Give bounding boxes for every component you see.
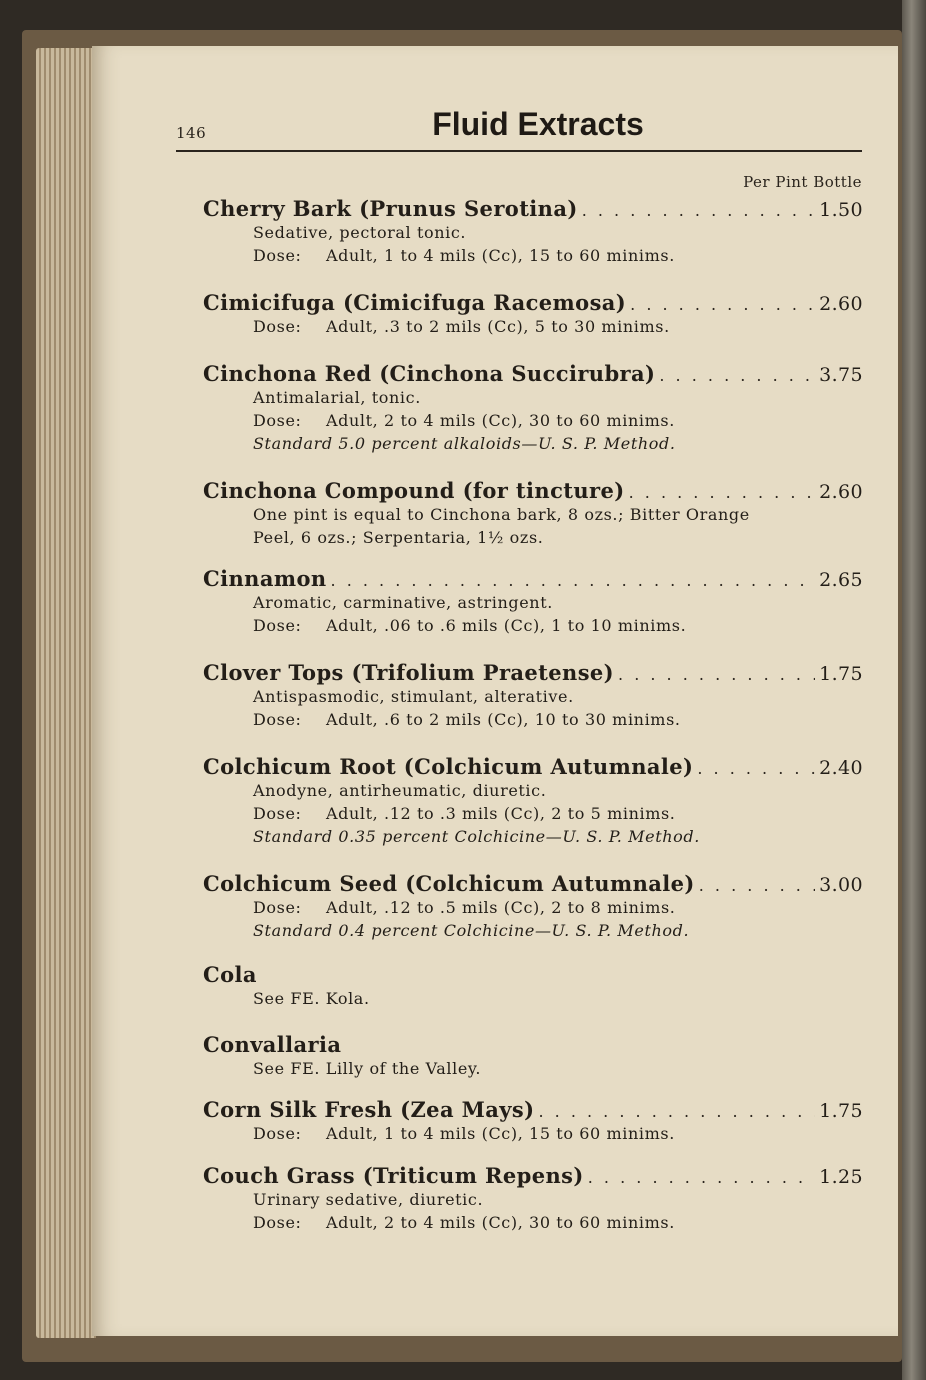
entry-heading: [203, 196, 863, 221]
leader-dots: [538, 1102, 815, 1121]
page-stack-edge: [36, 48, 96, 1338]
entry-description: Antispasmodic, stimulant, alterative.: [253, 687, 574, 706]
entry-dose: [203, 1211, 863, 1234]
entry-description: Aromatic, carminative, astringent.: [253, 593, 553, 612]
entry-cimicifuga: [203, 290, 863, 338]
entry-price: 2.40: [819, 757, 863, 779]
entry-price: 1.75: [819, 1100, 863, 1122]
dose-text: Adult, 2 to 4 mils (Cc), 30 to 60 minims.: [326, 411, 675, 430]
entry-description: Peel, 6 ozs.; Serpentaria, 1½ ozs.: [253, 528, 544, 547]
entry-heading: [203, 754, 863, 779]
entry-cherry-bark: [203, 196, 863, 267]
dose-label: Dose:: [253, 1124, 302, 1143]
entry-cola: [203, 962, 863, 1010]
page-number: 146: [176, 124, 207, 142]
leader-dots: [582, 201, 815, 220]
entry-heading: [203, 566, 863, 591]
entry-name: Cinchona Red (Cinchona Succirubra): [203, 361, 656, 386]
entry-name: Convallaria: [203, 1032, 342, 1057]
entry-heading: [203, 478, 863, 503]
dose-label: Dose:: [253, 411, 302, 430]
entry-standard-note: Standard 0.4 percent Colchicine—U. S. P. Method.: [253, 921, 690, 940]
entry-price: 2.65: [819, 569, 863, 591]
entry-name: Clover Tops (Trifolium Praetense): [203, 660, 615, 685]
leader-dots: [331, 571, 816, 590]
entry-description: Antimalarial, tonic.: [253, 388, 421, 407]
entry-dose: [203, 614, 863, 637]
dose-label: Dose:: [253, 246, 302, 265]
entry-price: 3.75: [819, 364, 863, 386]
entry-name: Cinchona Compound (for tincture): [203, 478, 625, 503]
dose-text: Adult, .12 to .5 mils (Cc), 2 to 8 minims.: [326, 898, 676, 917]
entry-name: Cola: [203, 962, 257, 987]
entry-heading: [203, 1097, 863, 1122]
entry-cinchona-red: [203, 361, 863, 455]
entry-name: Corn Silk Fresh (Zea Mays): [203, 1097, 535, 1122]
entry-description: Anodyne, antirheumatic, diuretic.: [253, 781, 547, 800]
entry-price: 1.50: [819, 199, 863, 221]
dose-text: Adult, .06 to .6 mils (Cc), 1 to 10 minims.: [326, 616, 687, 635]
leader-dots: [618, 665, 815, 684]
entry-price: 2.60: [819, 481, 863, 503]
leader-dots: [629, 483, 816, 502]
entry-price: 1.75: [819, 663, 863, 685]
entry-name: Cherry Bark (Prunus Serotina): [203, 196, 578, 221]
entry-colchicum-seed: [203, 871, 863, 942]
entry-name: Couch Grass (Triticum Repens): [203, 1163, 584, 1188]
entry-cross-reference: See FE. Lilly of the Valley.: [253, 1059, 482, 1078]
leader-dots: [697, 759, 815, 778]
entry-colchicum-root: [203, 754, 863, 848]
dose-label: Dose:: [253, 710, 302, 729]
entry-heading: [203, 361, 863, 386]
dose-text: Adult, 1 to 4 mils (Cc), 15 to 60 minims.: [326, 246, 675, 265]
entry-heading: [203, 962, 863, 987]
title-rule: [176, 150, 862, 152]
entry-price: 1.25: [819, 1166, 863, 1188]
dose-label: Dose:: [253, 1213, 302, 1232]
entry-name: Cinnamon: [203, 566, 327, 591]
dose-label: Dose:: [253, 898, 302, 917]
leader-dots: [659, 366, 815, 385]
entry-price: 2.60: [819, 293, 863, 315]
entry-name: Colchicum Root (Colchicum Autumnale): [203, 754, 694, 779]
dose-text: Adult, 2 to 4 mils (Cc), 30 to 60 minims.: [326, 1213, 675, 1232]
entry-couch-grass: [203, 1163, 863, 1234]
leader-dots: [630, 295, 815, 314]
entry-description: One pint is equal to Cinchona bark, 8 ozs.; Bitter Orange: [253, 505, 750, 524]
entry-heading: [203, 1032, 863, 1057]
entry-dose: [203, 802, 863, 825]
entry-standard-note: Standard 5.0 percent alkaloids—U. S. P. Method.: [253, 434, 676, 453]
entry-dose: [203, 409, 863, 432]
entry-dose: [203, 708, 863, 731]
entry-name: Cimicifuga (Cimicifuga Racemosa): [203, 290, 627, 315]
dose-label: Dose:: [253, 804, 302, 823]
page-title: Fluid Extracts: [432, 106, 644, 142]
entry-standard-note: Standard 0.35 percent Colchicine—U. S. P. Method.: [253, 827, 700, 846]
entry-heading: [203, 871, 863, 896]
entry-heading: [203, 660, 863, 685]
entry-corn-silk: [203, 1097, 863, 1145]
dose-label: Dose:: [253, 317, 302, 336]
entry-dose: [203, 244, 863, 267]
dose-text: Adult, .6 to 2 mils (Cc), 10 to 30 minims.: [326, 710, 681, 729]
dose-text: Adult, 1 to 4 mils (Cc), 15 to 60 minims.: [326, 1124, 675, 1143]
entry-convallaria: [203, 1032, 863, 1080]
entry-name: Colchicum Seed (Colchicum Autumnale): [203, 871, 695, 896]
column-header: Per Pint Bottle: [743, 173, 862, 191]
dose-text: Adult, .12 to .3 mils (Cc), 2 to 5 minims.: [326, 804, 676, 823]
entry-cinnamon: [203, 566, 863, 637]
leader-dots: [588, 1168, 815, 1187]
entry-price: 3.00: [819, 874, 863, 896]
entry-dose: [203, 1122, 863, 1145]
entry-dose: [203, 315, 863, 338]
entry-dose: [203, 896, 863, 919]
leader-dots: [699, 876, 815, 895]
dose-label: Dose:: [253, 616, 302, 635]
entry-cross-reference: See FE. Kola.: [253, 989, 370, 1008]
entry-heading: [203, 290, 863, 315]
entry-heading: [203, 1163, 863, 1188]
entry-description: Sedative, pectoral tonic.: [253, 223, 467, 242]
entry-clover-tops: [203, 660, 863, 731]
facing-page-edge: [902, 0, 926, 1380]
entry-cinchona-compound: [203, 478, 863, 549]
entry-description: Urinary sedative, diuretic.: [253, 1190, 484, 1209]
dose-text: Adult, .3 to 2 mils (Cc), 5 to 30 minims.: [326, 317, 670, 336]
